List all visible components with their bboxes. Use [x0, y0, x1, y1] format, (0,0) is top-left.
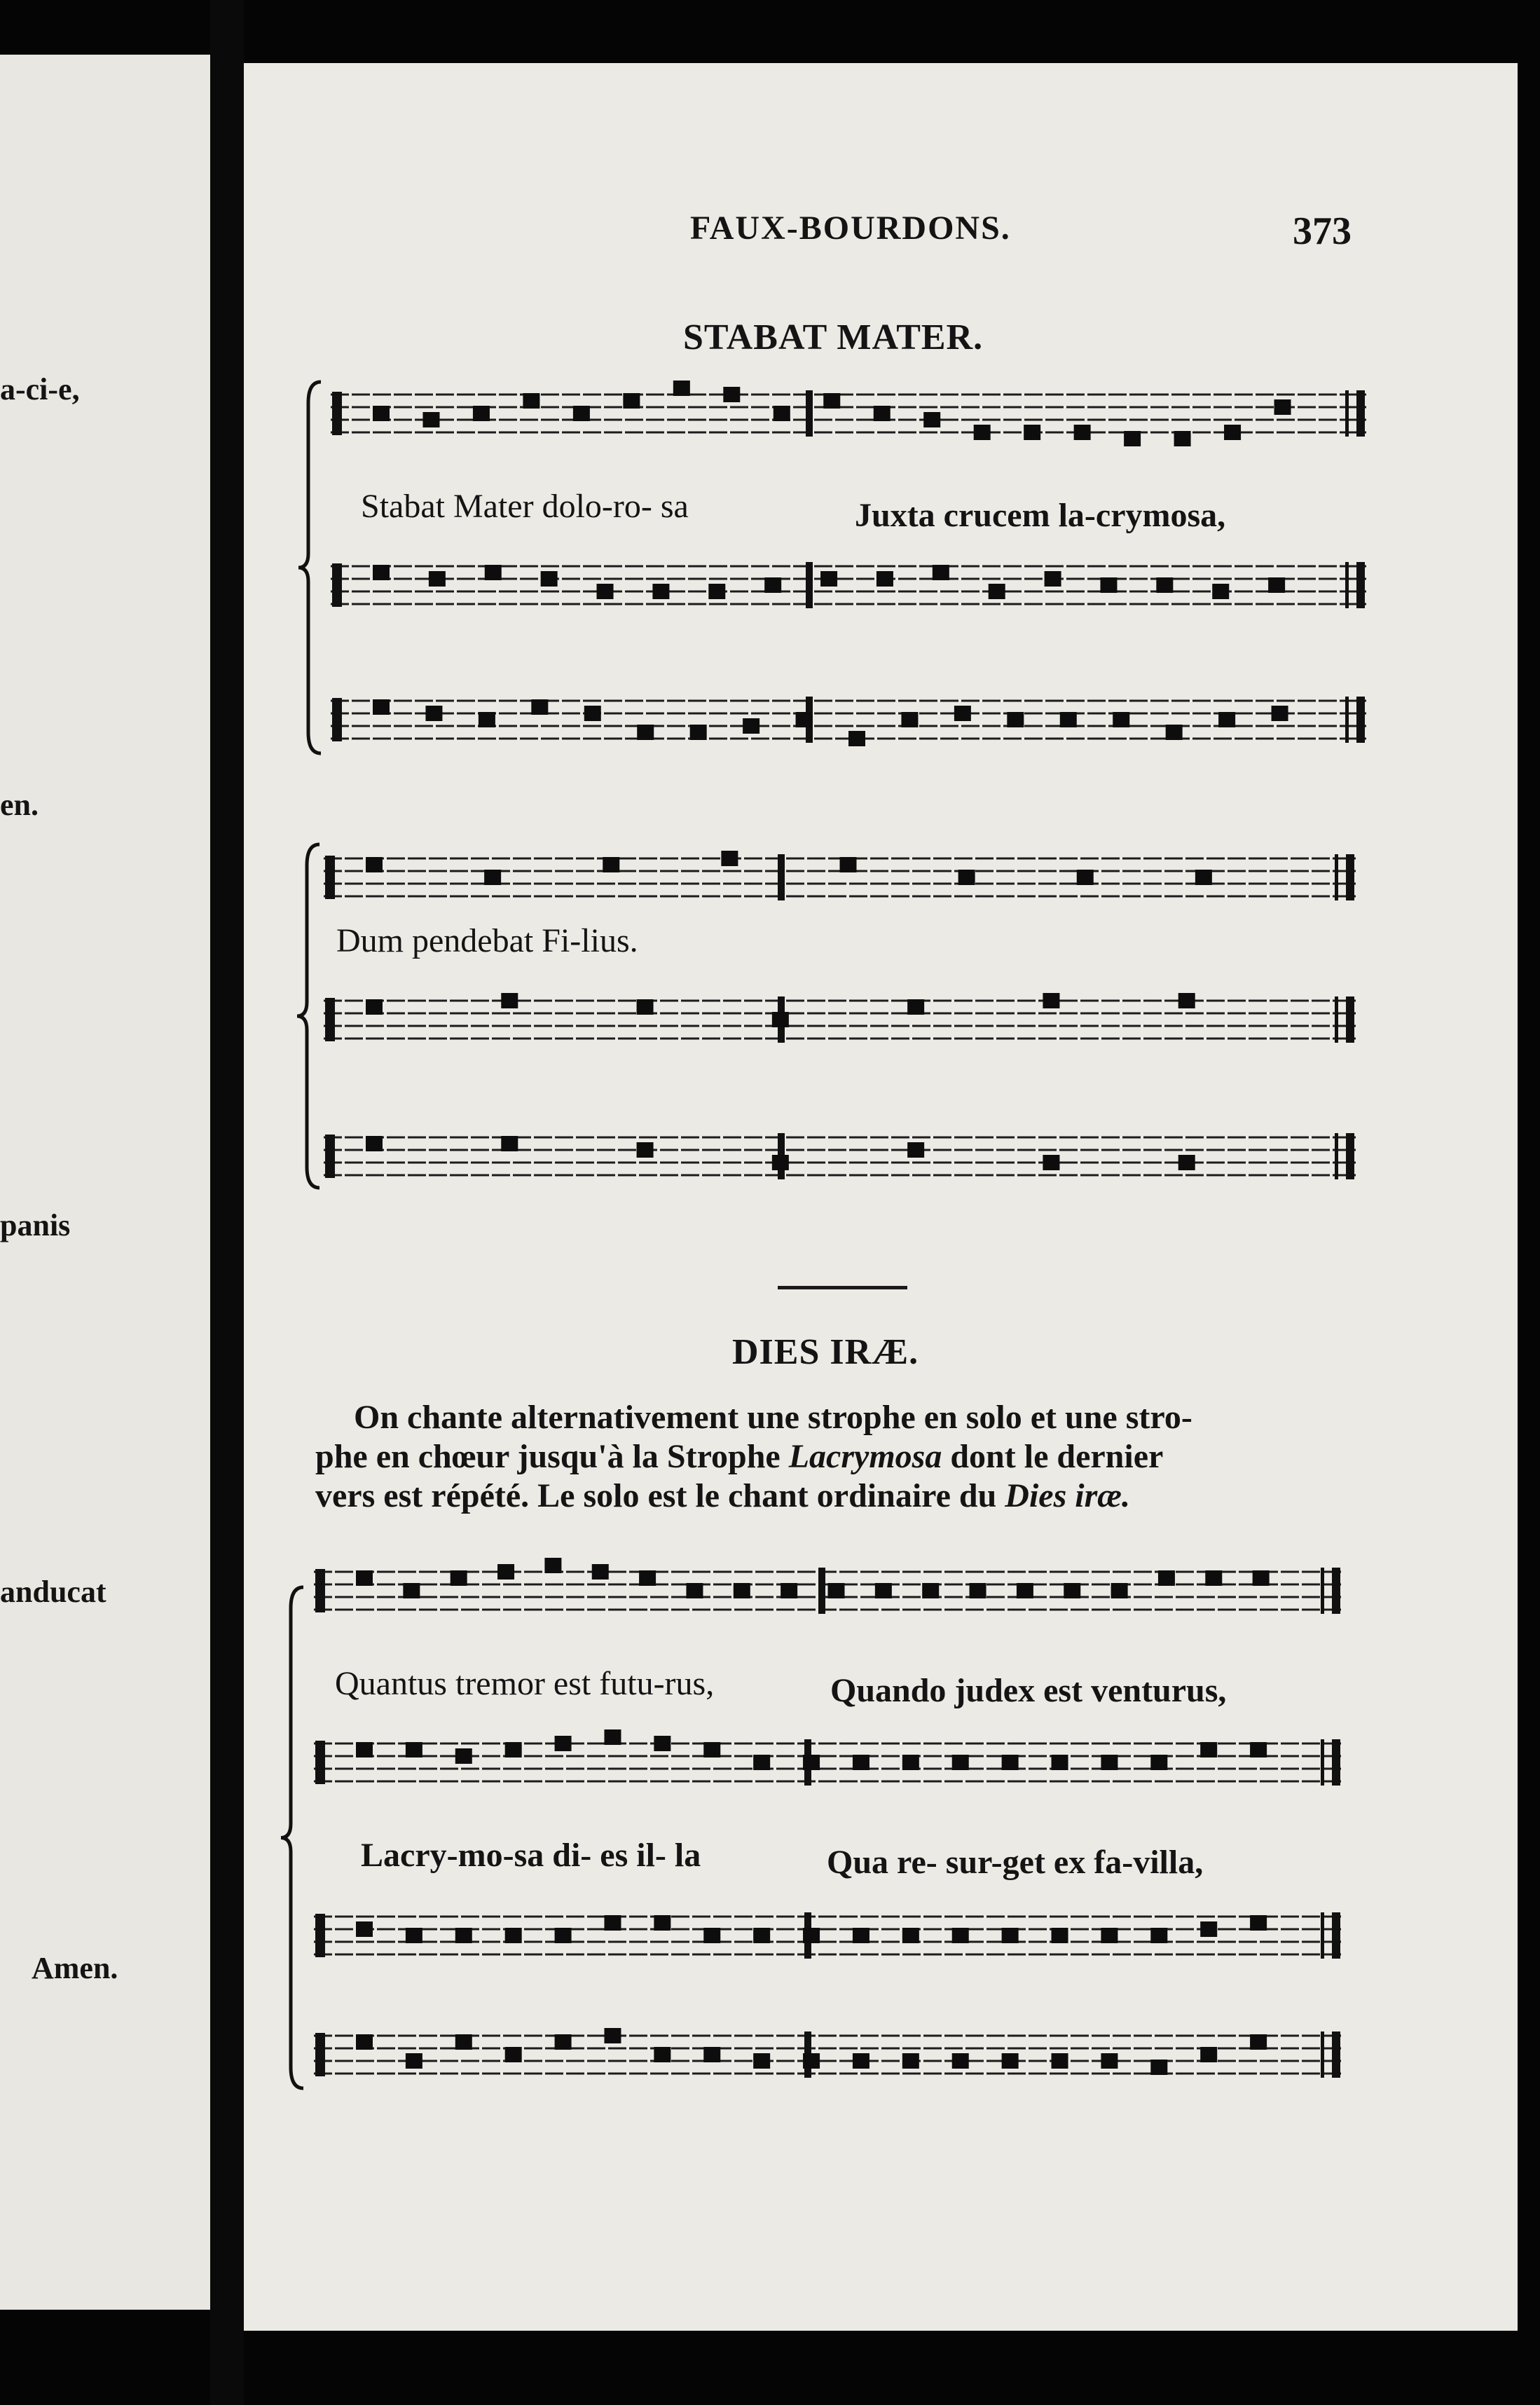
note [703, 1742, 720, 1758]
note [853, 1755, 869, 1770]
note [603, 857, 619, 872]
note [708, 584, 725, 599]
note [654, 1915, 671, 1931]
note [1250, 2034, 1267, 2050]
note [1250, 1915, 1267, 1931]
note [907, 1142, 924, 1158]
note [604, 1729, 621, 1745]
note [1024, 425, 1040, 440]
left-page-fragment: en. [0, 788, 39, 822]
note [1052, 1755, 1068, 1770]
note [970, 1583, 986, 1598]
note [1064, 1583, 1080, 1598]
note [1077, 870, 1094, 885]
note [604, 1915, 621, 1931]
note [1200, 1742, 1217, 1758]
lyric-dies-2a: Lacry-mo-sa di- es il- la [361, 1837, 701, 1874]
system-brace [281, 1587, 303, 2088]
note [1195, 870, 1212, 885]
note [1166, 725, 1183, 740]
note [485, 565, 502, 580]
clef [332, 698, 342, 741]
system-brace [297, 844, 319, 1188]
note [721, 851, 738, 866]
note [1045, 571, 1061, 587]
note [1156, 577, 1173, 593]
note [1124, 431, 1141, 446]
note [1253, 1570, 1270, 1586]
note [876, 571, 893, 587]
note [933, 565, 949, 580]
note [1218, 712, 1235, 727]
page-number: 373 [1293, 210, 1352, 253]
note [673, 381, 690, 396]
note [637, 999, 654, 1015]
note [1150, 2060, 1167, 2075]
note [828, 1583, 845, 1598]
note [1178, 993, 1195, 1008]
running-title: FAUX-BOURDONS. [690, 210, 1011, 247]
note [451, 1570, 467, 1586]
note [753, 1755, 770, 1770]
note [1111, 1583, 1128, 1598]
note [753, 2053, 770, 2069]
note [479, 712, 495, 727]
clef [325, 856, 335, 899]
note [1174, 431, 1191, 446]
note [403, 1583, 420, 1598]
note [1224, 425, 1241, 440]
bar-line [778, 854, 785, 900]
note [592, 1564, 609, 1580]
left-page-fragment: a-ci-e, [0, 372, 80, 406]
note [484, 870, 501, 885]
clef [325, 1135, 335, 1178]
note [743, 718, 759, 734]
note [1100, 577, 1117, 593]
lyric-stabat-1: Stabat Mater dolo-ro- sa [361, 488, 689, 525]
note [654, 1736, 671, 1751]
bar-line [806, 562, 813, 608]
note [1074, 425, 1091, 440]
note [455, 1748, 472, 1764]
section-divider [778, 1286, 907, 1289]
note [373, 565, 390, 580]
instruction-line-1: On chante alternativement une strophe en solo et une stro- [354, 1399, 1192, 1436]
stabat-title: STABAT MATER. [683, 317, 984, 357]
note [1043, 1155, 1059, 1170]
note [803, 2053, 820, 2069]
lyric-stabat-3: Dum pendebat Fi-lius. [336, 922, 638, 959]
clef [315, 1741, 325, 1784]
note [1002, 1755, 1019, 1770]
note [429, 571, 446, 587]
lyric-dies-2b: Qua re- sur-get ex fa-villa, [827, 1844, 1204, 1881]
note [1158, 1570, 1175, 1586]
final-bar [1345, 697, 1349, 743]
note [555, 1928, 572, 1943]
final-bar [1335, 1133, 1338, 1179]
note [501, 1136, 518, 1151]
note [753, 1928, 770, 1943]
note [1212, 584, 1229, 599]
instruction-lacrymosa: Lacrymosa [788, 1438, 942, 1475]
note [840, 857, 857, 872]
final-bar [1356, 562, 1365, 608]
note [1268, 577, 1285, 593]
note [356, 1570, 373, 1586]
note [820, 571, 837, 587]
final-bar [1321, 1912, 1324, 1959]
note [541, 571, 558, 587]
final-bar [1335, 854, 1338, 900]
final-bar [1332, 1568, 1340, 1614]
note [764, 577, 781, 593]
bar-line [806, 390, 813, 437]
note [637, 1142, 654, 1158]
note [1101, 1928, 1118, 1943]
note [974, 425, 991, 440]
final-bar [1321, 1739, 1324, 1786]
note [555, 2034, 572, 2050]
note [952, 1928, 969, 1943]
clef [315, 2033, 325, 2076]
instruction-dies-irae: Dies iræ. [1005, 1477, 1130, 1514]
clef [315, 1569, 325, 1612]
note [690, 725, 707, 740]
note [1017, 1583, 1033, 1598]
left-page-fragment: Amen. [32, 1951, 118, 1985]
dies-title: DIES IRÆ. [732, 1332, 919, 1372]
note [907, 999, 924, 1015]
clef [332, 563, 342, 607]
final-bar [1356, 390, 1365, 437]
final-bar [1356, 697, 1365, 743]
note [639, 1570, 656, 1586]
note [1101, 2053, 1118, 2069]
note [652, 584, 669, 599]
note [1007, 712, 1024, 727]
note [875, 1583, 892, 1598]
final-bar [1345, 562, 1349, 608]
note [531, 699, 548, 715]
note [422, 412, 439, 427]
final-bar [1332, 1912, 1340, 1959]
note [1274, 399, 1291, 415]
note [922, 1583, 939, 1598]
note [703, 2047, 720, 2062]
left-page-fragment: panis [0, 1208, 71, 1242]
note [954, 706, 971, 721]
final-bar [1321, 2031, 1324, 2078]
note [623, 393, 640, 409]
note [923, 412, 940, 427]
note [1002, 2053, 1019, 2069]
note [544, 1558, 561, 1573]
note [555, 1736, 572, 1751]
lyric-dies-1b: Quando judex est venturus, [830, 1672, 1227, 1709]
note [455, 1928, 472, 1943]
note [772, 1012, 789, 1027]
note [373, 406, 390, 421]
note [952, 1755, 969, 1770]
note [654, 2047, 671, 2062]
note [373, 699, 390, 715]
left-page-fragment: anducat [0, 1575, 106, 1609]
note [902, 1928, 919, 1943]
note [803, 1928, 820, 1943]
note [1060, 712, 1077, 727]
final-bar [1335, 996, 1338, 1043]
instruction-line-2b: dont le dernier [942, 1438, 1164, 1475]
note [356, 2034, 373, 2050]
note [356, 1921, 373, 1937]
note [1052, 2053, 1068, 2069]
note [958, 870, 975, 885]
note [989, 584, 1005, 599]
note [853, 2053, 869, 2069]
note [1052, 1928, 1068, 1943]
note [853, 1928, 869, 1943]
note [425, 706, 442, 721]
note [455, 2034, 472, 2050]
note [1101, 1755, 1118, 1770]
note [505, 1928, 522, 1943]
system-brace [298, 382, 321, 753]
note [1200, 1921, 1217, 1937]
note [406, 2053, 422, 2069]
final-bar [1345, 390, 1349, 437]
note [734, 1583, 750, 1598]
note [584, 706, 601, 721]
note [703, 1928, 720, 1943]
lyric-stabat-2: Juxta crucem la-crymosa, [855, 497, 1226, 534]
note [637, 725, 654, 740]
instruction-line-2a: phe en chœur jusqu'à la Strophe [315, 1438, 789, 1475]
note [366, 999, 383, 1015]
note [774, 406, 790, 421]
final-bar [1332, 2031, 1340, 2078]
instruction-line-3a: vers est répété. Le solo est le chant ordinaire du [315, 1477, 1005, 1514]
final-bar [1321, 1568, 1324, 1614]
note [366, 1136, 383, 1151]
note [497, 1564, 514, 1580]
note [1178, 1155, 1195, 1170]
note [781, 1583, 797, 1598]
lyric-dies-1a: Quantus tremor est futu-rus, [335, 1665, 715, 1702]
note [823, 393, 840, 409]
note [723, 387, 740, 402]
note [1200, 2047, 1217, 2062]
note [406, 1742, 422, 1758]
note [1002, 1928, 1019, 1943]
note [848, 731, 865, 746]
note [902, 2053, 919, 2069]
note [803, 1755, 820, 1770]
note [1043, 993, 1059, 1008]
note [356, 1742, 373, 1758]
final-bar [1346, 854, 1354, 900]
note [1150, 1755, 1167, 1770]
note [1150, 1928, 1167, 1943]
note [1113, 712, 1129, 727]
note [952, 2053, 969, 2069]
note [1272, 706, 1288, 721]
note [686, 1583, 703, 1598]
note [772, 1155, 789, 1170]
note [406, 1928, 422, 1943]
clef [325, 998, 335, 1041]
note [523, 393, 539, 409]
note [473, 406, 490, 421]
note [874, 406, 891, 421]
note [604, 2028, 621, 2043]
note [366, 857, 383, 872]
note [796, 712, 813, 727]
note [902, 1755, 919, 1770]
note [1205, 1570, 1222, 1586]
note [597, 584, 614, 599]
final-bar [1346, 1133, 1354, 1179]
note [501, 993, 518, 1008]
bar-line [818, 1568, 825, 1614]
instruction-paragraph [315, 1398, 1359, 1516]
clef [332, 392, 342, 435]
final-bar [1346, 996, 1354, 1043]
note [505, 1742, 522, 1758]
final-bar [1332, 1739, 1340, 1786]
note [901, 712, 918, 727]
note [505, 2047, 522, 2062]
note [1250, 1742, 1267, 1758]
clef [315, 1914, 325, 1957]
note [573, 406, 590, 421]
